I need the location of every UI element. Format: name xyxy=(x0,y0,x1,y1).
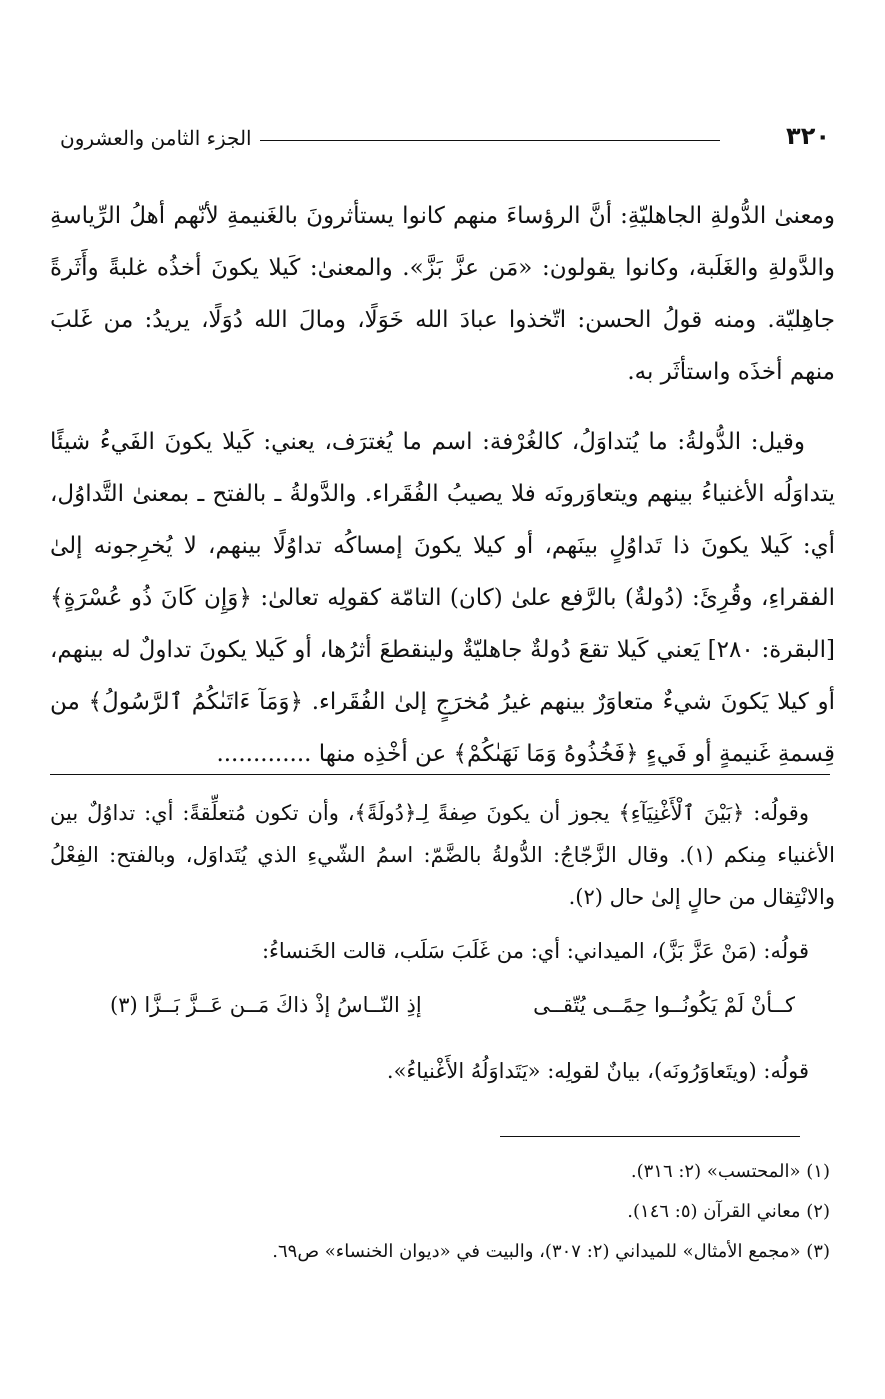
page-header xyxy=(60,122,830,162)
main-paragraph-1: ومعنىٰ الدُّولةِ الجاهليّةِ: أنَّ الرؤساءَ منهم كانوا يستأثرونَ بالغَنيمةِ لأنّهم أهلُ الرِّياسةِ والدَّولةِ والغَلَبة، وكانوا يقولون: «مَن عزَّ بَزَّ». والمعنىٰ: كَيلا يكونَ أخذُه غلبةً وأَثَرةً جاهِليّة. ومنه قولُ الحسن: اتّخذوا عبادَ الله خَوَلًا، ومالَ الله دُوَلًا، يريدُ: من غَلبَ منهم أخذَه واستأثَر به. xyxy=(50,203,835,385)
verse-first-hemistich: كــأنْ لَمْ يَكُونُــوا حِمًــى يُتّقــى xyxy=(533,993,795,1017)
footnote-2: (٢) معاني القرآن (٥: ١٤٦). xyxy=(627,1201,830,1222)
main-paragraph-2: وقيل: الدُّولةُ: ما يُتداوَلُ، كالغُرْفة: اسم ما يُغترَف، يعني: كَيلا يكونَ الفَيءُ شيئًا يتداوَلُه الأغنياءُ بينهم ويتعاوَرونَه فلا يصيبُ الفُقَراء. والدَّولةُ ـ بالفتح ـ بمعنىٰ التَّداوُل، أي: كَيلا يكونَ ذا تَداوُلٍ بينَهم، أو كيلا يكونَ إمساكُه تداوُلًا بينهم، لا يُخرِجونه إلىٰ الفقراءِ، وقُرِئَ: (دُولةٌ) بالرَّفع علىٰ (كان) التامّة كقولِه تعالىٰ: ﴿وَإِن كَانَ ذُو عُسْرَةٍ﴾ [البقرة: ٢٨٠] يَعني كَيلا تقعَ دُولةٌ جاهليّةٌ ولينقطعَ أثرُها، أو كَيلا يكونَ تداولٌ له بينهم، أو كيلا يَكونَ شيءٌ متعاوَرٌ بينهم غيرُ مُخرَجٍ إلىٰ الفُقَراء. ﴿وَمَآ ءَاتَىٰكُمُ ٱلرَّسُولُ﴾ من قِسمةِ غَنيمةٍ أو فَيءٍ ﴿فَخُذُوهُ وَمَا نَهَىٰكُمْ﴾ عن أخْذِه منها ............. xyxy=(50,429,835,767)
poetry-verse xyxy=(50,984,835,1026)
commentary-text xyxy=(50,792,835,1104)
page-number: ٣٢٠ xyxy=(786,122,830,150)
commentary-paragraph-3: قولُه: (ويتَعاوَرُونَه)، بيانٌ لقولِه: «يَتَداوَلُهُ الأَغْنياءُ». xyxy=(386,1059,809,1083)
footnote-3: (٣) «مجمع الأمثال» للميداني (٢: ٣٠٧)، والبيت في «ديوان الخنساء» ص٦٩. xyxy=(272,1241,830,1262)
footnote-rule xyxy=(500,1136,800,1137)
footnote-1: (١) «المحتسب» (٢: ٣١٦). xyxy=(630,1161,830,1182)
footnotes xyxy=(50,1152,830,1272)
section-separator xyxy=(50,774,830,775)
verse-second-hemistich: إذِ النّــاسُ إذْ ذاكَ مَــن عَــزَّ بَــزَّا (٣) xyxy=(110,993,422,1017)
running-title: الجزء الثامن والعشرون xyxy=(60,126,252,150)
commentary-paragraph-2: قولُه: (مَنْ عَزَّ بَزَّ)، الميداني: أي: من غَلَبَ سَلَب، قالت الخَنساءُ: xyxy=(261,939,809,963)
main-text xyxy=(50,190,835,798)
commentary-paragraph-1: وقولُه: ﴿بَيْنَ ٱلْأَغْنِيَآءِ﴾ يجوز أن يكونَ صِفةً لِـ﴿دُولَةً﴾، وأن تكون مُتعلِّقةً: أي: تداوُلٌ بين الأغنياء مِنكم (١). وقال الزَّجّاجُ: الدُّولةُ بالضَّمّ: اسمُ الشّيءِ الذي يُتَداوَل، وبالفتح: الفِعْلُ والانْتِقال من حالٍ إلىٰ حال (٢). xyxy=(50,801,835,909)
header-rule xyxy=(260,140,720,141)
